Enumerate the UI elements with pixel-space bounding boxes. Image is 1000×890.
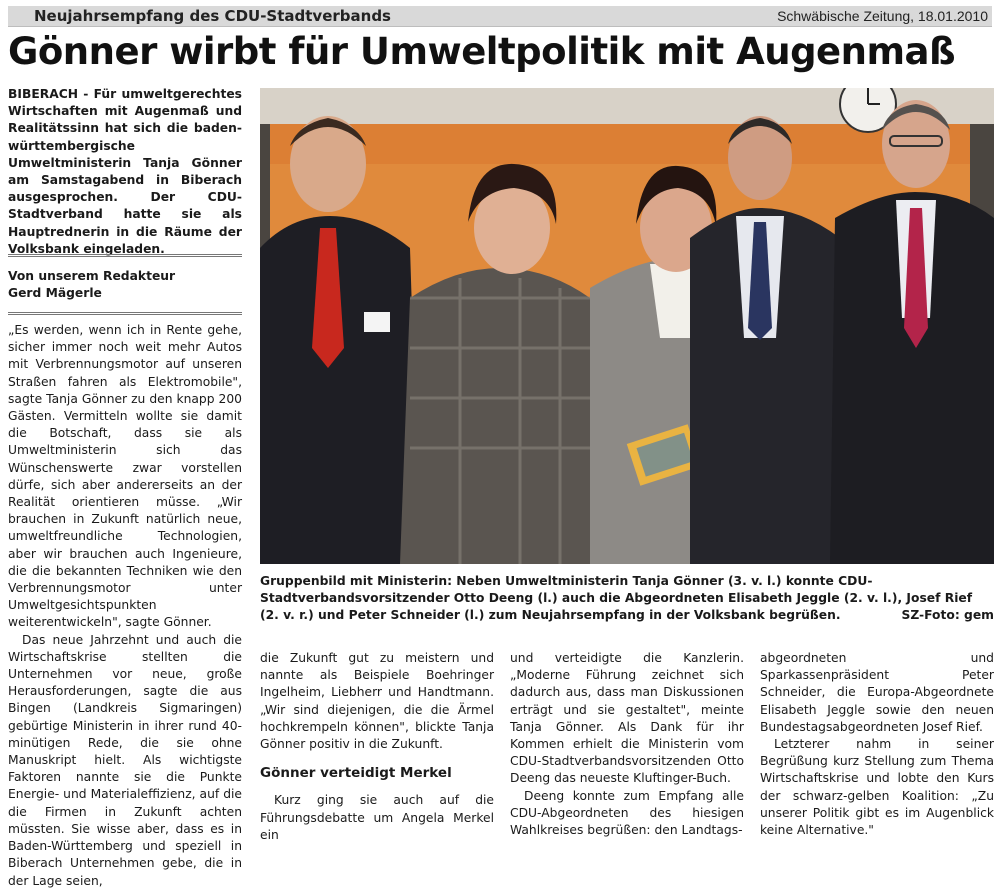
section-bar — [8, 6, 992, 27]
section-kicker: Neujahrsempfang des CDU-Stadtverbands — [34, 7, 391, 25]
body-paragraph: Letzterer nahm in seiner Begrüßung kurz Stellung zum Thema Wirtschaftskrise und lobte den Kurs der schwarz-gelben Koalition: „Zu unserer Politik gibt es im Augenblick keine Alternative." — [760, 737, 994, 838]
body-paragraph: Kurz ging sie auch auf die Führungsdebatte um Angela Merkel ein — [260, 793, 494, 842]
column-3 — [510, 650, 744, 839]
photo-credit: SZ-Foto: gem — [901, 608, 994, 622]
photo-caption — [260, 573, 994, 625]
body-paragraph: die Zukunft gut zu meistern und nannte als Beispiele Boehringer Ingelheim, Liebherr und Handtmann. „Wir sind diejenigen, die die Ärmel hochkrempeln können", blickte Tanja Gönner positiv in die Zukunft. — [260, 651, 494, 752]
column-1 — [8, 322, 242, 890]
body-paragraph: Das neue Jahrzehnt und auch die Wirtschaftskrise stellten die Unternehmen vor neue, große Herausforderungen, sagte die aus Bingen (Landkreis Sigmaringen) gebürtige Ministerin in ihrer rund 40-minütigen Rede, die sie ohne Manuskript hielt. Als wichtigste Faktoren nannte sie die Punkte Energie- und Materialeffizienz, auf die die Firmen in Zukunft achten müssten. Sie wisse aber, dass es in Baden-Württemberg und speziell in Biberach Unternehmen gebe, die in der Lage seien, — [8, 632, 242, 888]
body-paragraph: und verteidigte die Kanzlerin. „Moderne Führung zeichnet sich dadurch aus, dass man Diskussionen erträgt und sie gestaltet", meinte Tanja Gönner. Als Dank für ihr Kommen erhielt die Ministerin vom CDU-Stadtverbandsvorsitzenden Otto Deeng das neueste Kluftinger-Buch. — [510, 651, 744, 786]
source-line: Schwäbische Zeitung, 18.01.2010 — [777, 8, 988, 24]
column-2 — [260, 650, 494, 844]
byline — [8, 268, 242, 302]
group-photo-illustration — [260, 88, 994, 564]
group-photo — [260, 88, 994, 564]
subheading: Gönner verteidigt Merkel — [260, 765, 452, 782]
caption-text: Gruppenbild mit Ministerin: Neben Umweltministerin Tanja Gönner (3. v. l.) konnte CDU-Stadtverbandsvorsitzender Otto Deeng (l.) auch die Abgeordneten Elisabeth Jeggle (2. v. l.), Josef Rief (2. v. r.) und Peter Schneider (l.) zum Neujahrsempfang in der Volksbank begrüßen. — [260, 574, 973, 623]
column-4 — [760, 650, 994, 839]
byline-role: Von unserem Redakteur — [8, 269, 176, 283]
lead-paragraph: BIBERACH - Für umweltgerechtes Wirtschaften mit Augenmaß und Realitätssinn hat sich die baden-württembergische Umweltministerin Tanja Gönner am Samstagabend in Biberach ausgesprochen. Der CDU-Stadtverband hatte sie als Hauptrednerin in die Räume der Volksbank eingeladen. — [8, 87, 242, 256]
body-paragraph: abgeordneten und Sparkassenpräsident Peter Schneider, die Europa-Abgeordnete Elisabeth Jeggle sowie den neuen Bundestagsabgeordneten Josef Rief. — [760, 651, 994, 734]
divider — [8, 312, 242, 315]
body-paragraph: „Es werden, wenn ich in Rente gehe, sicher immer noch weit mehr Autos mit Verbrennungsmotor auf unseren Straßen fahren als Elektromobile", sagte Tanja Gönner zu den knapp 200 Gästen. Vermitteln wollte sie damit die Botschaft, dass sie als Umweltministerin sich das Wünschenswerte zwar vorstellen dürfe, sich aber andererseits an der Realität orientieren müsse. „Wir brauchen in Zukunft natürlich neue, umweltfreundliche Technologien, aber wir brauchen auch Ingenieure, die die bekannten Techniken wie den Verbrennungsmotor unter Umweltgesichtspunkten weiterentwickeln", sagte Gönner. — [8, 323, 242, 630]
body-paragraph: Deeng konnte zum Empfang alle CDU-Abgeordneten des hiesigen Wahlkreises begrüßen: den Landtags- — [510, 788, 744, 838]
headline: Gönner wirbt für Umweltpolitik mit Augenmaß — [8, 30, 956, 73]
byline-author: Gerd Mägerle — [8, 286, 102, 301]
divider — [8, 254, 242, 257]
